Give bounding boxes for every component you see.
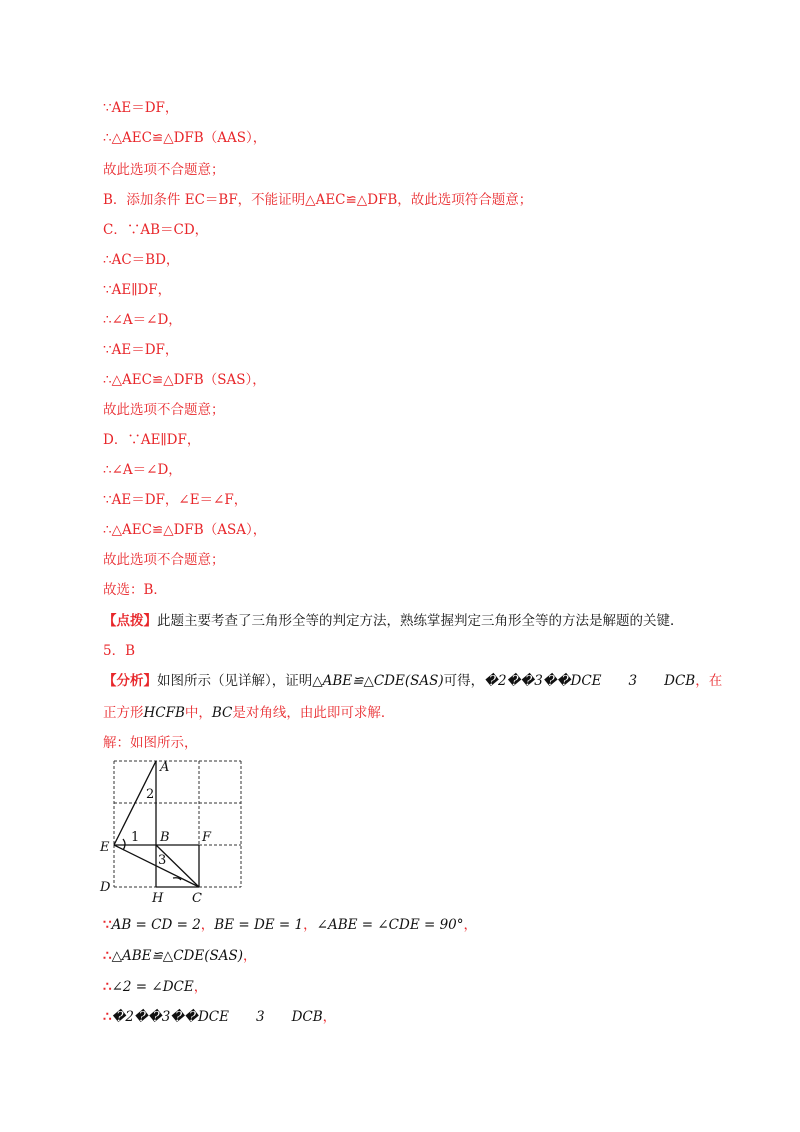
answer-5: 5．B — [103, 643, 136, 659]
analysis-line-2 — [103, 703, 394, 723]
step1-end: ， — [463, 917, 478, 933]
step1-sep1: ， — [200, 917, 215, 933]
line-17: 故选：B． — [103, 582, 167, 598]
line-14: ∵AE＝DF，∠E＝∠F， — [103, 492, 248, 508]
step3-end: ， — [193, 979, 208, 995]
line-5: C．∵AB＝CD， — [103, 222, 209, 238]
line-11: 故此选项不合题意； — [103, 402, 225, 418]
step-4 — [103, 1007, 336, 1027]
line-10: ∴△AEC≌△DFB（SAS）， — [103, 372, 266, 388]
line-8: ∴∠A＝∠D， — [103, 312, 182, 328]
tip-line — [103, 611, 684, 631]
step4-end: ， — [322, 1009, 337, 1025]
geometry-figure — [94, 756, 254, 906]
solid-lines — [114, 761, 199, 887]
label-3: 3 — [158, 853, 167, 868]
because-symbol: ∵ — [103, 917, 112, 933]
label-D: D — [100, 880, 111, 895]
analysis-part3: ，在 — [695, 673, 723, 689]
line-16: 故此选项不合题意； — [103, 552, 225, 568]
analysis-part2: 可得， — [443, 673, 485, 689]
line-4: B．添加条件 EC＝BF，不能证明△AEC≌△DFB，故此选项符合题意； — [103, 192, 533, 208]
therefore-symbol: ∴ — [103, 948, 112, 964]
label-B: B — [160, 830, 170, 845]
step1-b: BE = DE = 1 — [214, 917, 304, 933]
line-15: ∴△AEC≌△DFB（ASA）， — [103, 522, 267, 538]
label-A: A — [160, 760, 170, 775]
line-12: D．∵AE∥DF， — [103, 432, 201, 448]
label-2: 2 — [146, 787, 155, 802]
analysis-line2a: 正方形 — [103, 705, 144, 721]
solution-intro: 解：如图所示， — [103, 735, 198, 751]
line-13: ∴∠A＝∠D， — [103, 462, 182, 478]
analysis-math2: HCFB — [143, 705, 185, 721]
label-H: H — [152, 891, 164, 906]
line-3: 故此选项不合题意； — [103, 162, 225, 178]
line-6: ∴AC＝BD， — [103, 252, 180, 268]
analysis-part1: 如图所示（见详解），证明 — [157, 673, 313, 689]
therefore-symbol: ∴ — [103, 1009, 112, 1025]
line-2: ∴△AEC≌△DFB（AAS）， — [103, 130, 267, 146]
label-E: E — [100, 840, 110, 855]
label-1: 1 — [131, 830, 140, 845]
analysis-label: 【分析】 — [103, 673, 157, 689]
step1-sep2: ， — [303, 917, 317, 933]
analysis-line2c: 是对角线，由此即可求解． — [232, 705, 395, 721]
analysis-garbled: �2��3��DCE 3 DCB — [484, 673, 696, 689]
step1-a: AB = CD = 2 — [111, 917, 201, 933]
line-1: ∵AE＝DF， — [103, 100, 179, 116]
analysis-math3: BC — [211, 705, 233, 721]
step4-a: �2��3��DCE 3 DCB — [111, 1009, 323, 1025]
label-C: C — [192, 891, 202, 906]
dashed-grid — [114, 761, 241, 887]
step3-a: ∠2 = ∠DCE — [111, 979, 194, 995]
step2-a: △ABE≌△CDE(SAS) — [111, 948, 243, 964]
step-3 — [103, 977, 207, 997]
tip-label: 【点拨】 — [103, 613, 157, 629]
analysis-line2b: 中， — [184, 705, 212, 721]
step1-c: ∠ABE = ∠CDE = 90° — [316, 917, 464, 933]
step-2 — [103, 946, 256, 966]
line-9: ∵AE＝DF， — [103, 342, 179, 358]
therefore-symbol: ∴ — [103, 979, 112, 995]
analysis-line-1 — [103, 671, 722, 691]
tip-text: 此题主要考查了三角形全等的判定方法，熟练掌握判定三角形全等的方法是解题的关键． — [157, 613, 684, 629]
step2-end: ， — [242, 948, 257, 964]
label-F: F — [202, 830, 212, 845]
line-7: ∵AE∥DF， — [103, 282, 172, 298]
analysis-math1: △ABE≌△CDE(SAS) — [312, 673, 444, 689]
step-1 — [103, 915, 477, 935]
